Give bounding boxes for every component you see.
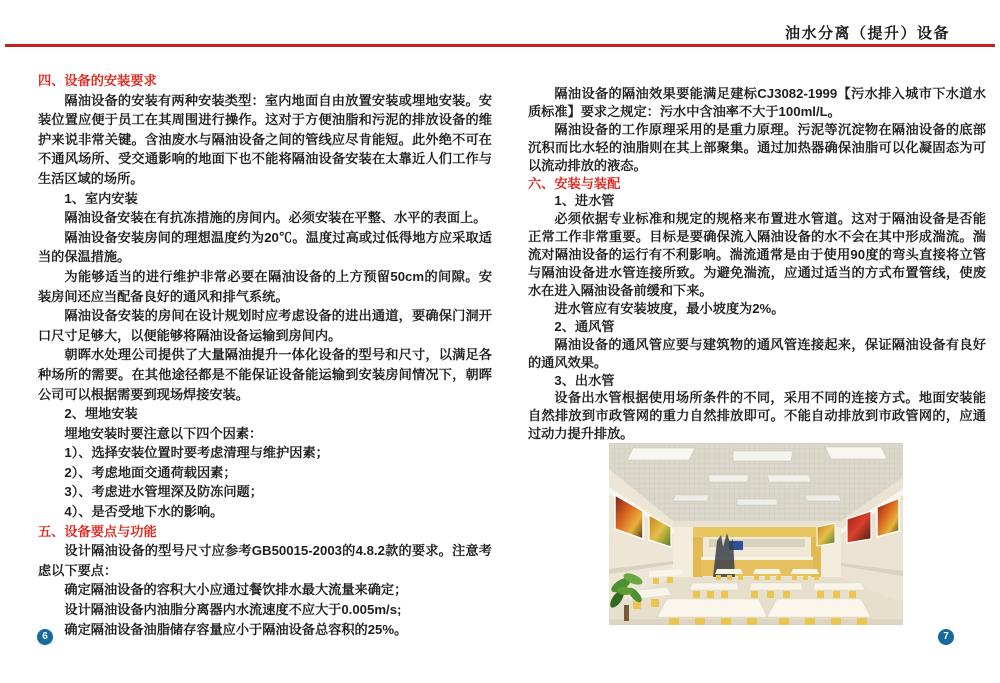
paragraph: 隔油设备的安装有两种安装类型：室内地面自由放置安装或埋地安装。安装位置应便于员工在其周围进行操作。这对于方便油脂和污泥的排放设备的维护来说非常关键。含油废水与隔油设备之间的管线应尽肯能短。此外绝不可在不通风场所、受交通影响的地面下也不能将隔油设备安装在太靠近人们工作与生活区域的场所。	[38, 92, 492, 186]
header-rule	[5, 44, 995, 47]
paragraph: 隔油设备安装的房间在设计规划时应考虑设备的进出通道，要确保门洞开口尺寸足够大，以便能够将隔油设备运输到房间内。	[38, 308, 492, 343]
paragraph: 隔油设备的隔油效果要能满足建标CJ3082-1999【污水排入城市下水道水质标准】要求之规定：污水中含油率不大于100ml/L。	[528, 86, 986, 119]
paragraph: 2、埋地安装	[64, 406, 138, 422]
section-heading: 五、设备要点与功能	[38, 523, 157, 539]
paragraph: 隔油设备的工作原理采用的是重力原理。污泥等沉淀物在隔油设备的底部沉积而比水轻的油脂则在其上部聚集。通过加热器确保油脂可以化凝固态为可以流动排放的液态。	[528, 121, 986, 173]
paragraph: 确定隔油设备油脂储存容量应小于隔油设备总容积的25%。	[64, 621, 408, 637]
cafeteria-photo	[609, 443, 903, 625]
section-heading: 四、设备的安装要求	[38, 73, 157, 88]
paragraph: 1）、选择安装位置时要考虑清理与维护因素；	[64, 445, 329, 461]
cafeteria-rendering-image	[609, 443, 903, 625]
right-page-text-column	[528, 85, 986, 443]
paragraph: 1、室内安装	[64, 190, 138, 206]
paragraph: 设备出水管根据使用场所条件的不同，采用不同的连接方式。地面安装能自然排放到市政管网的重力自然排放即可。不能自动排放到市政管网的，应通过动力提升排放。	[528, 390, 986, 442]
paragraph: 埋地安装时要注意以下四个因素：	[64, 425, 263, 441]
paragraph: 1、进水管	[554, 193, 615, 209]
paragraph: 隔油设备的通风管应要与建筑物的通风管连接起来，保证隔油设备有良好的通风效果。	[528, 336, 986, 370]
left-page-text-column	[38, 71, 492, 639]
section-heading: 六、安装与装配	[528, 175, 621, 191]
paragraph: 朝晖水处理公司提供了大量隔油提升一体化设备的型号和尺寸，以满足各种场所的需要。在其他途径都是不能保证设备能运输到安装房间情况下，朝晖公司可以根据需要到现场焊接安装。	[38, 347, 492, 402]
page-header-title: 油水分离（提升）设备	[784, 25, 950, 42]
paragraph: 隔油设备安装在有抗冻措施的房间内。必须安装在平整、水平的表面上。	[64, 210, 487, 226]
paragraph: 设计隔油设备的型号尺寸应参考GB50015-2003的4.8.2款的要求。注意考虑以下要点：	[38, 543, 492, 578]
page-number-right: 7	[938, 629, 954, 645]
paragraph: 3、出水管	[554, 372, 615, 388]
paragraph: 隔油设备安装房间的理想温度约为20℃。温度过高或过低得地方应采取适当的保温措施。	[38, 229, 492, 265]
paragraph: 设计隔油设备内油脂分离器内水流速度不应大于0.005m/s;	[64, 602, 402, 618]
paragraph: 3）、考虑进水管埋深及防冻问题；	[64, 484, 263, 500]
paragraph: 2、通风管	[554, 318, 615, 334]
page-number-left: 6	[37, 629, 53, 645]
paragraph: 为能够适当的进行维护非常必要在隔油设备的上方预留50cm的间隙。安装房间还应当配备良好的通风和排气系统。	[38, 268, 492, 304]
paragraph: 确定隔油设备的容积大小应通过餐饮排水最大流量来确定；	[64, 582, 408, 598]
paragraph: 4）、是否受地下水的影响。	[64, 504, 224, 520]
paragraph: 进水管应有安装坡度，最小坡度为2%。	[554, 300, 785, 316]
paragraph: 2）、考虑地面交通荷载因素；	[64, 464, 237, 480]
paragraph: 必须依据专业标准和规定的规格来布置进水管道。这对于隔油设备是否能正常工作非常重要。目标是要确保流入隔油设备的水不会在其中形成湍流。湍流对隔油设备的运行有不利影响。湍流通常是由于使用90度的弯头直接将立管与隔油设备进水管连接所致。为避免湍流，应通过适当的方式布置管线，使废水在进入隔油设备前缓和下来。	[528, 211, 986, 298]
